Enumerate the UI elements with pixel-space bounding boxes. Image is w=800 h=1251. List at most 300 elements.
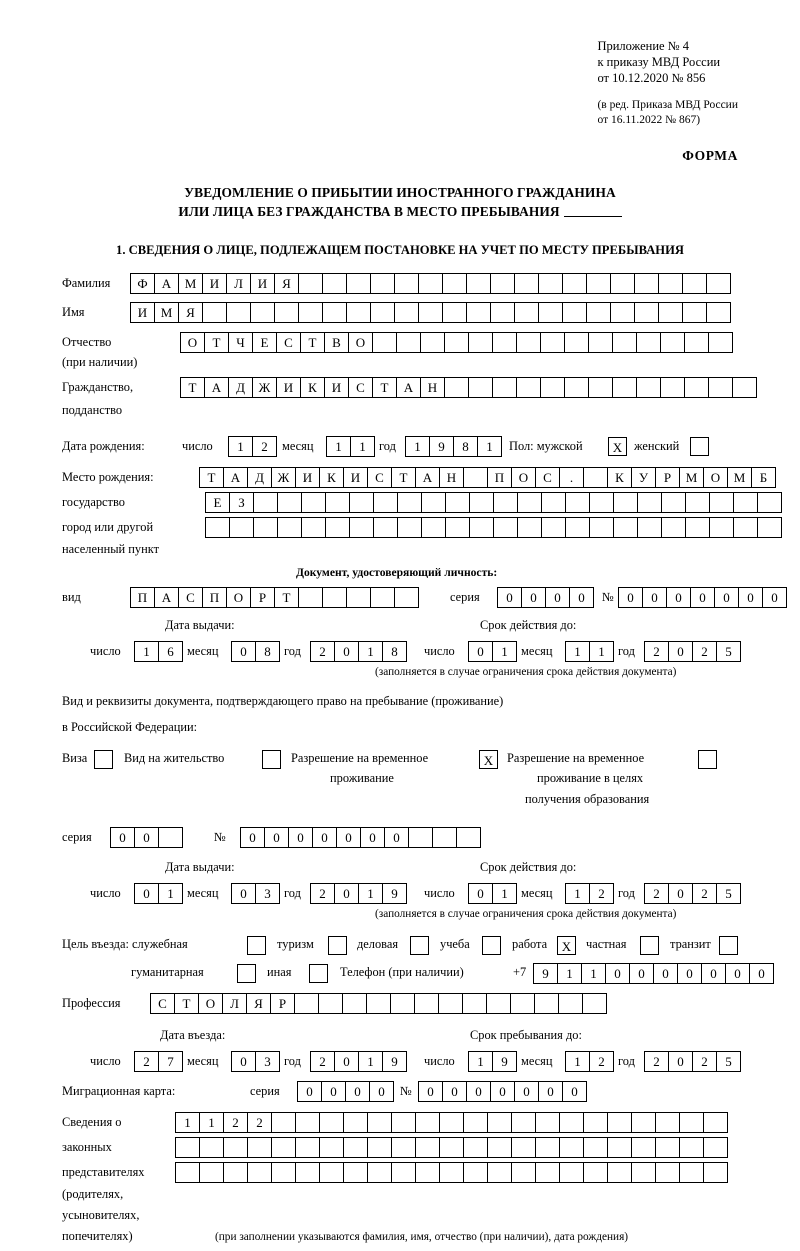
form-cell[interactable]: Ж (252, 377, 277, 398)
form-cell[interactable]: 0 (134, 883, 159, 904)
form-cell[interactable]: 1 (199, 1112, 224, 1133)
form-cell[interactable] (415, 1112, 440, 1133)
form-cell[interactable] (589, 517, 614, 538)
doc-issue-day-cells[interactable] (134, 641, 182, 662)
form-cell[interactable] (565, 517, 590, 538)
form-cell[interactable] (468, 332, 493, 353)
form-cell[interactable] (541, 492, 566, 513)
form-cell[interactable] (640, 936, 659, 955)
purpose-study-checkbox[interactable] (482, 936, 500, 955)
form-cell[interactable]: 3 (255, 1051, 280, 1072)
form-cell[interactable] (607, 1112, 632, 1133)
form-cell[interactable] (583, 1112, 608, 1133)
form-cell[interactable]: 0 (725, 963, 750, 984)
form-cell[interactable]: 0 (668, 641, 693, 662)
form-cell[interactable] (367, 1137, 392, 1158)
form-cell[interactable] (492, 332, 517, 353)
form-cell[interactable]: 5 (716, 1051, 741, 1072)
form-cell[interactable] (349, 517, 374, 538)
form-cell[interactable] (538, 302, 563, 323)
form-cell[interactable] (607, 1162, 632, 1183)
form-cell[interactable]: Д (247, 467, 272, 488)
sex-male-checkbox[interactable] (608, 437, 626, 456)
form-cell[interactable] (322, 273, 347, 294)
form-cell[interactable] (439, 1162, 464, 1183)
form-cell[interactable]: 2 (589, 1051, 614, 1072)
form-cell[interactable]: 0 (629, 963, 654, 984)
form-cell[interactable] (94, 750, 113, 769)
form-cell[interactable] (511, 1137, 536, 1158)
form-cell[interactable]: 0 (653, 963, 678, 984)
form-cell[interactable] (158, 827, 183, 848)
form-cell[interactable]: А (154, 273, 179, 294)
form-cell[interactable] (514, 273, 539, 294)
form-cell[interactable]: Р (270, 993, 295, 1014)
form-cell[interactable] (562, 273, 587, 294)
form-cell[interactable]: А (415, 467, 440, 488)
purpose-transit-checkbox[interactable] (719, 936, 737, 955)
form-cell[interactable]: З (229, 492, 254, 513)
form-cell[interactable]: 2 (310, 641, 335, 662)
form-cell[interactable]: И (130, 302, 155, 323)
form-cell[interactable]: 0 (466, 1081, 491, 1102)
form-cell[interactable] (684, 332, 709, 353)
form-cell[interactable]: Т (204, 332, 229, 353)
form-cell[interactable]: П (130, 587, 155, 608)
surname-cells[interactable] (130, 273, 730, 294)
birth-place-row-1-cells[interactable] (199, 467, 775, 488)
form-cell[interactable]: 6 (158, 641, 183, 662)
form-cell[interactable]: Ч (228, 332, 253, 353)
form-cell[interactable]: 0 (545, 587, 570, 608)
form-cell[interactable] (295, 1162, 320, 1183)
form-cell[interactable]: 2 (692, 1051, 717, 1072)
form-cell[interactable] (394, 587, 419, 608)
stay-number-cells[interactable] (240, 827, 480, 848)
form-cell[interactable] (661, 492, 686, 513)
form-cell[interactable]: Е (252, 332, 277, 353)
form-cell[interactable] (175, 1162, 200, 1183)
form-cell[interactable] (223, 1137, 248, 1158)
form-cell[interactable]: 0 (521, 587, 546, 608)
form-cell[interactable]: 0 (468, 883, 493, 904)
form-cell[interactable]: 2 (644, 883, 669, 904)
form-cell[interactable] (415, 1137, 440, 1158)
form-cell[interactable] (318, 993, 343, 1014)
form-cell[interactable]: 0 (762, 587, 787, 608)
form-cell[interactable] (487, 1112, 512, 1133)
form-cell[interactable] (757, 492, 782, 513)
form-cell[interactable]: 0 (334, 1051, 359, 1072)
form-cell[interactable]: М (679, 467, 704, 488)
form-cell[interactable]: Т (274, 587, 299, 608)
form-cell[interactable] (390, 993, 415, 1014)
temp-residence-checkbox[interactable] (479, 750, 497, 769)
form-cell[interactable]: Я (246, 993, 271, 1014)
form-cell[interactable]: 1 (358, 1051, 383, 1072)
form-cell[interactable] (732, 377, 757, 398)
form-cell[interactable] (414, 993, 439, 1014)
form-cell[interactable] (456, 827, 481, 848)
form-cell[interactable] (612, 377, 637, 398)
form-cell[interactable] (309, 964, 328, 983)
form-cell[interactable]: 0 (562, 1081, 587, 1102)
form-cell[interactable] (540, 377, 565, 398)
form-cell[interactable]: И (250, 273, 275, 294)
form-cell[interactable] (492, 377, 517, 398)
form-cell[interactable]: 0 (360, 827, 385, 848)
form-cell[interactable] (397, 492, 422, 513)
sex-female-checkbox[interactable] (690, 437, 708, 456)
form-cell[interactable]: 9 (492, 1051, 517, 1072)
form-cell[interactable] (373, 492, 398, 513)
form-cell[interactable] (438, 993, 463, 1014)
form-cell[interactable]: 1 (581, 963, 606, 984)
form-cell[interactable]: 1 (589, 641, 614, 662)
form-cell[interactable] (462, 993, 487, 1014)
form-cell[interactable] (562, 302, 587, 323)
form-cell[interactable]: И (343, 467, 368, 488)
stay-until-month-cells[interactable] (565, 1051, 613, 1072)
form-cell[interactable] (487, 1162, 512, 1183)
form-cell[interactable]: 0 (336, 827, 361, 848)
form-cell[interactable] (445, 517, 470, 538)
form-cell[interactable] (637, 517, 662, 538)
form-cell[interactable] (487, 1137, 512, 1158)
form-cell[interactable] (685, 492, 710, 513)
doc-valid-year-cells[interactable] (644, 641, 740, 662)
form-cell[interactable] (229, 517, 254, 538)
form-cell[interactable] (432, 827, 457, 848)
form-cell[interactable]: . (559, 467, 584, 488)
form-cell[interactable]: 7 (158, 1051, 183, 1072)
form-cell[interactable] (463, 1112, 488, 1133)
legal-rep-row-3-cells[interactable] (175, 1162, 727, 1183)
form-cell[interactable] (535, 1137, 560, 1158)
form-cell[interactable] (277, 517, 302, 538)
form-cell[interactable] (202, 302, 227, 323)
form-cell[interactable] (342, 993, 367, 1014)
form-cell[interactable]: 9 (429, 436, 454, 457)
form-cell[interactable]: 0 (312, 827, 337, 848)
form-cell[interactable] (294, 993, 319, 1014)
birth-year-cells[interactable] (405, 436, 501, 457)
form-cell[interactable]: О (348, 332, 373, 353)
form-cell[interactable] (444, 377, 469, 398)
form-cell[interactable] (588, 332, 613, 353)
purpose-work-checkbox[interactable] (557, 936, 575, 955)
form-cell[interactable] (535, 1112, 560, 1133)
form-cell[interactable]: 0 (514, 1081, 539, 1102)
form-cell[interactable] (445, 492, 470, 513)
form-cell[interactable] (346, 587, 371, 608)
form-cell[interactable]: 8 (453, 436, 478, 457)
form-cell[interactable] (490, 302, 515, 323)
form-cell[interactable] (682, 302, 707, 323)
form-cell[interactable] (660, 377, 685, 398)
form-cell[interactable] (634, 302, 659, 323)
form-cell[interactable]: А (396, 377, 421, 398)
form-cell[interactable]: 0 (345, 1081, 370, 1102)
form-cell[interactable]: К (607, 467, 632, 488)
form-cell[interactable] (319, 1112, 344, 1133)
form-cell[interactable] (370, 587, 395, 608)
form-cell[interactable] (511, 1162, 536, 1183)
form-cell[interactable]: Т (300, 332, 325, 353)
form-cell[interactable]: X (557, 936, 576, 955)
form-cell[interactable] (466, 302, 491, 323)
form-cell[interactable] (565, 492, 590, 513)
form-cell[interactable]: 0 (490, 1081, 515, 1102)
form-cell[interactable]: 1 (350, 436, 375, 457)
form-cell[interactable] (223, 1162, 248, 1183)
form-cell[interactable]: Т (174, 993, 199, 1014)
form-cell[interactable] (636, 332, 661, 353)
form-cell[interactable]: 0 (231, 883, 256, 904)
form-cell[interactable] (205, 517, 230, 538)
form-cell[interactable] (582, 993, 607, 1014)
form-cell[interactable] (199, 1162, 224, 1183)
form-cell[interactable] (631, 1137, 656, 1158)
doc-kind-cells[interactable] (130, 587, 418, 608)
form-cell[interactable] (367, 1162, 392, 1183)
form-cell[interactable]: М (154, 302, 179, 323)
entry-day-cells[interactable] (134, 1051, 182, 1072)
form-cell[interactable]: 0 (334, 883, 359, 904)
form-cell[interactable] (253, 517, 278, 538)
form-cell[interactable]: 1 (358, 641, 383, 662)
form-cell[interactable] (493, 492, 518, 513)
form-cell[interactable] (175, 1137, 200, 1158)
birth-place-row-3-cells[interactable] (205, 517, 781, 538)
form-cell[interactable] (271, 1162, 296, 1183)
form-cell[interactable]: 2 (310, 1051, 335, 1072)
form-cell[interactable]: 0 (714, 587, 739, 608)
form-cell[interactable] (709, 517, 734, 538)
form-cell[interactable] (658, 302, 683, 323)
form-cell[interactable]: 8 (255, 641, 280, 662)
form-cell[interactable]: П (202, 587, 227, 608)
form-cell[interactable] (703, 1162, 728, 1183)
form-cell[interactable] (325, 517, 350, 538)
purpose-humanitarian-checkbox[interactable] (237, 964, 255, 983)
stay-series-cells[interactable] (110, 827, 182, 848)
form-cell[interactable] (271, 1137, 296, 1158)
phone-cells[interactable] (533, 963, 773, 984)
form-cell[interactable]: 2 (692, 641, 717, 662)
form-cell[interactable]: Р (655, 467, 680, 488)
form-cell[interactable]: 0 (738, 587, 763, 608)
form-cell[interactable] (636, 377, 661, 398)
entry-month-cells[interactable] (231, 1051, 279, 1072)
form-cell[interactable] (538, 273, 563, 294)
form-cell[interactable] (328, 936, 347, 955)
stay-until-day-cells[interactable] (468, 1051, 516, 1072)
form-cell[interactable]: 0 (642, 587, 667, 608)
form-cell[interactable] (298, 587, 323, 608)
form-cell[interactable]: 5 (716, 641, 741, 662)
legal-rep-row-2-cells[interactable] (175, 1137, 727, 1158)
form-cell[interactable]: 1 (565, 641, 590, 662)
purpose-tourism-checkbox[interactable] (328, 936, 346, 955)
form-cell[interactable]: Т (199, 467, 224, 488)
form-cell[interactable] (703, 1112, 728, 1133)
form-cell[interactable] (372, 332, 397, 353)
form-cell[interactable]: 0 (468, 641, 493, 662)
form-cell[interactable] (493, 517, 518, 538)
doc-issue-month-cells[interactable] (231, 641, 279, 662)
residence-permit-checkbox[interactable] (262, 750, 280, 769)
form-cell[interactable]: 0 (264, 827, 289, 848)
form-cell[interactable] (719, 936, 738, 955)
form-cell[interactable]: X (608, 437, 627, 456)
form-cell[interactable] (391, 1137, 416, 1158)
form-cell[interactable]: О (180, 332, 205, 353)
form-cell[interactable]: 1 (492, 883, 517, 904)
form-cell[interactable] (757, 517, 782, 538)
form-cell[interactable]: И (276, 377, 301, 398)
form-cell[interactable] (698, 750, 717, 769)
form-cell[interactable] (589, 492, 614, 513)
form-cell[interactable]: 0 (749, 963, 774, 984)
form-cell[interactable]: 0 (240, 827, 265, 848)
form-cell[interactable]: 1 (405, 436, 430, 457)
form-cell[interactable]: О (226, 587, 251, 608)
form-cell[interactable]: 9 (382, 1051, 407, 1072)
form-cell[interactable]: 1 (175, 1112, 200, 1133)
form-cell[interactable]: 0 (677, 963, 702, 984)
stay-valid-year-cells[interactable] (644, 883, 740, 904)
form-cell[interactable] (588, 377, 613, 398)
form-cell[interactable]: Т (391, 467, 416, 488)
form-cell[interactable] (684, 377, 709, 398)
form-cell[interactable] (418, 273, 443, 294)
form-cell[interactable]: Я (274, 273, 299, 294)
form-cell[interactable]: И (202, 273, 227, 294)
form-cell[interactable]: О (511, 467, 536, 488)
form-cell[interactable] (301, 492, 326, 513)
form-cell[interactable] (298, 273, 323, 294)
form-cell[interactable]: С (535, 467, 560, 488)
form-cell[interactable] (660, 332, 685, 353)
form-cell[interactable] (346, 302, 371, 323)
form-cell[interactable] (322, 302, 347, 323)
form-cell[interactable] (415, 1162, 440, 1183)
form-cell[interactable] (613, 492, 638, 513)
form-cell[interactable] (469, 492, 494, 513)
form-cell[interactable] (517, 517, 542, 538)
form-cell[interactable] (466, 273, 491, 294)
form-cell[interactable]: А (154, 587, 179, 608)
form-cell[interactable]: 2 (692, 883, 717, 904)
form-cell[interactable] (250, 302, 275, 323)
form-cell[interactable]: 0 (369, 1081, 394, 1102)
form-cell[interactable]: Н (420, 377, 445, 398)
form-cell[interactable]: 0 (384, 827, 409, 848)
form-cell[interactable] (247, 1137, 272, 1158)
migration-number-cells[interactable] (418, 1081, 586, 1102)
form-cell[interactable]: 0 (497, 587, 522, 608)
form-cell[interactable]: С (150, 993, 175, 1014)
form-cell[interactable]: К (300, 377, 325, 398)
form-cell[interactable]: Т (180, 377, 205, 398)
form-cell[interactable]: 1 (134, 641, 159, 662)
form-cell[interactable]: Е (205, 492, 230, 513)
form-cell[interactable]: 9 (382, 883, 407, 904)
form-cell[interactable]: 2 (134, 1051, 159, 1072)
form-cell[interactable] (613, 517, 638, 538)
form-cell[interactable] (370, 302, 395, 323)
form-cell[interactable]: 0 (618, 587, 643, 608)
purpose-service-checkbox[interactable] (247, 936, 265, 955)
form-cell[interactable]: 0 (569, 587, 594, 608)
name-cells[interactable] (130, 302, 730, 323)
form-cell[interactable]: 0 (231, 641, 256, 662)
form-cell[interactable] (319, 1162, 344, 1183)
form-cell[interactable] (199, 1137, 224, 1158)
form-cell[interactable] (514, 302, 539, 323)
form-cell[interactable] (421, 517, 446, 538)
entry-year-cells[interactable] (310, 1051, 406, 1072)
form-cell[interactable]: 3 (255, 883, 280, 904)
form-cell[interactable] (298, 302, 323, 323)
form-cell[interactable]: 1 (557, 963, 582, 984)
form-cell[interactable]: 0 (701, 963, 726, 984)
form-cell[interactable] (301, 517, 326, 538)
form-cell[interactable] (394, 302, 419, 323)
form-cell[interactable]: 1 (468, 1051, 493, 1072)
form-cell[interactable]: А (204, 377, 229, 398)
form-cell[interactable]: 0 (442, 1081, 467, 1102)
form-cell[interactable]: 1 (358, 883, 383, 904)
purpose-business-checkbox[interactable] (410, 936, 428, 955)
form-cell[interactable] (637, 492, 662, 513)
form-cell[interactable] (516, 377, 541, 398)
form-cell[interactable]: У (631, 467, 656, 488)
form-cell[interactable] (418, 302, 443, 323)
form-cell[interactable] (421, 492, 446, 513)
form-cell[interactable]: И (295, 467, 320, 488)
form-cell[interactable]: 1 (326, 436, 351, 457)
form-cell[interactable] (490, 273, 515, 294)
form-cell[interactable]: С (276, 332, 301, 353)
form-cell[interactable] (708, 377, 733, 398)
form-cell[interactable] (559, 1137, 584, 1158)
form-cell[interactable] (655, 1112, 680, 1133)
form-cell[interactable] (322, 587, 347, 608)
form-cell[interactable]: 1 (477, 436, 502, 457)
form-cell[interactable] (253, 492, 278, 513)
form-cell[interactable] (559, 1162, 584, 1183)
form-cell[interactable] (733, 517, 758, 538)
form-cell[interactable]: 2 (310, 883, 335, 904)
form-cell[interactable]: М (727, 467, 752, 488)
form-cell[interactable] (612, 332, 637, 353)
purpose-private-checkbox[interactable] (640, 936, 658, 955)
form-cell[interactable] (583, 467, 608, 488)
form-cell[interactable] (469, 517, 494, 538)
form-cell[interactable]: 0 (231, 1051, 256, 1072)
form-cell[interactable] (511, 1112, 536, 1133)
form-cell[interactable]: А (223, 467, 248, 488)
form-cell[interactable] (706, 273, 731, 294)
form-cell[interactable] (679, 1112, 704, 1133)
form-cell[interactable]: 0 (334, 641, 359, 662)
form-cell[interactable] (346, 273, 371, 294)
form-cell[interactable] (703, 1137, 728, 1158)
visa-checkbox[interactable] (94, 750, 112, 769)
form-cell[interactable]: В (324, 332, 349, 353)
